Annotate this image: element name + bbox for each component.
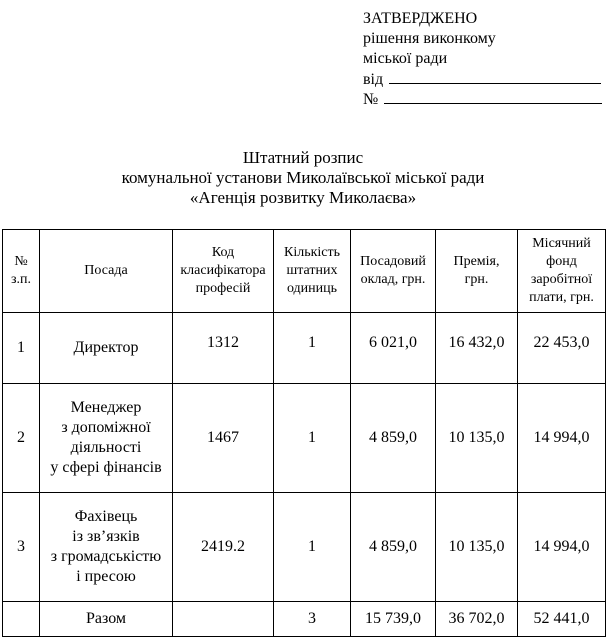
row-count: 1 <box>274 493 351 602</box>
position-line: діяльності <box>70 439 142 456</box>
header-fund-line: плати, грн. <box>529 290 594 305</box>
title-line-1: Штатний розпис <box>242 148 364 167</box>
total-salary: 15 739,0 <box>351 602 436 637</box>
approval-date-blank <box>389 69 601 84</box>
header-position-label: Посада <box>84 263 128 278</box>
position-line: у сфері фінансів <box>50 459 162 476</box>
approval-number-line <box>363 89 603 109</box>
row-count: 1 <box>274 313 351 384</box>
row-code: 1312 <box>173 313 274 384</box>
row-bonus: 10 135,0 <box>436 384 518 493</box>
position-line: із зв’язків <box>72 528 140 545</box>
approval-date-label: від <box>363 71 384 88</box>
row-position <box>40 313 173 384</box>
position-line: з допоміжної <box>61 419 151 436</box>
row-number: 1 <box>3 313 40 384</box>
header-bonus-line: грн. <box>464 272 489 287</box>
header-number-line: № <box>14 254 28 269</box>
approval-block <box>363 9 603 109</box>
header-fund-line: заробітної <box>530 272 593 287</box>
position-line: Менеджер <box>70 399 142 416</box>
row-salary: 6 021,0 <box>351 313 436 384</box>
header-count-line: Кількість <box>283 245 340 260</box>
table-total-row <box>3 602 606 637</box>
header-fund <box>518 230 606 313</box>
total-label: Разом <box>40 602 173 637</box>
approval-number-label: № <box>363 91 379 108</box>
total-count: 3 <box>274 602 351 637</box>
row-number: 3 <box>3 493 40 602</box>
header-code-line: професій <box>195 281 251 296</box>
row-code: 1467 <box>173 384 274 493</box>
table-row <box>3 313 606 384</box>
title-line-2: комунальної установи Миколаївської міської ради <box>121 168 485 187</box>
total-number-cell <box>3 602 40 637</box>
header-count <box>274 230 351 313</box>
header-fund-line: фонд <box>546 254 577 269</box>
header-fund-line: Місячний <box>532 236 591 251</box>
total-fund: 52 441,0 <box>518 602 606 637</box>
row-bonus: 16 432,0 <box>436 313 518 384</box>
header-number <box>3 230 40 313</box>
row-fund: 14 994,0 <box>518 493 606 602</box>
header-code-line: Код <box>211 245 235 260</box>
approval-line-2: міської ради <box>363 50 448 67</box>
staff-table <box>2 229 606 637</box>
header-code <box>173 230 274 313</box>
header-bonus-line: Премія, <box>453 254 500 269</box>
row-salary: 4 859,0 <box>351 493 436 602</box>
approval-date-line <box>363 69 603 89</box>
row-code: 2419.2 <box>173 493 274 602</box>
position-line: Директор <box>73 339 139 356</box>
row-number: 2 <box>3 384 40 493</box>
row-bonus: 10 135,0 <box>436 493 518 602</box>
position-line: і пресою <box>76 568 136 585</box>
table-header-row <box>3 230 606 313</box>
header-count-line: штатних <box>286 263 338 278</box>
position-line: з громадськістю <box>50 548 162 565</box>
table-row <box>3 384 606 493</box>
approval-line-1: рішення виконкому <box>363 30 496 47</box>
row-position <box>40 493 173 602</box>
row-fund: 22 453,0 <box>518 313 606 384</box>
header-bonus <box>436 230 518 313</box>
approval-number-blank <box>384 89 602 104</box>
total-code-cell <box>173 602 274 637</box>
row-salary: 4 859,0 <box>351 384 436 493</box>
row-count: 1 <box>274 384 351 493</box>
table-row <box>3 493 606 602</box>
row-position <box>40 384 173 493</box>
approval-status: ЗАТВЕРДЖЕНО <box>363 10 478 27</box>
header-number-line: з.п. <box>10 272 32 287</box>
header-salary-line: оклад, грн. <box>360 272 426 287</box>
header-salary <box>351 230 436 313</box>
header-code-line: класифікатора <box>180 263 266 278</box>
position-line: Фахівець <box>74 508 138 525</box>
row-fund: 14 994,0 <box>518 384 606 493</box>
header-salary-line: Посадовий <box>360 254 426 269</box>
total-bonus: 36 702,0 <box>436 602 518 637</box>
document-title <box>0 148 606 208</box>
header-position <box>40 230 173 313</box>
title-line-3: «Агенція розвитку Миколаєва» <box>189 188 417 207</box>
header-count-line: одиниць <box>286 281 338 296</box>
